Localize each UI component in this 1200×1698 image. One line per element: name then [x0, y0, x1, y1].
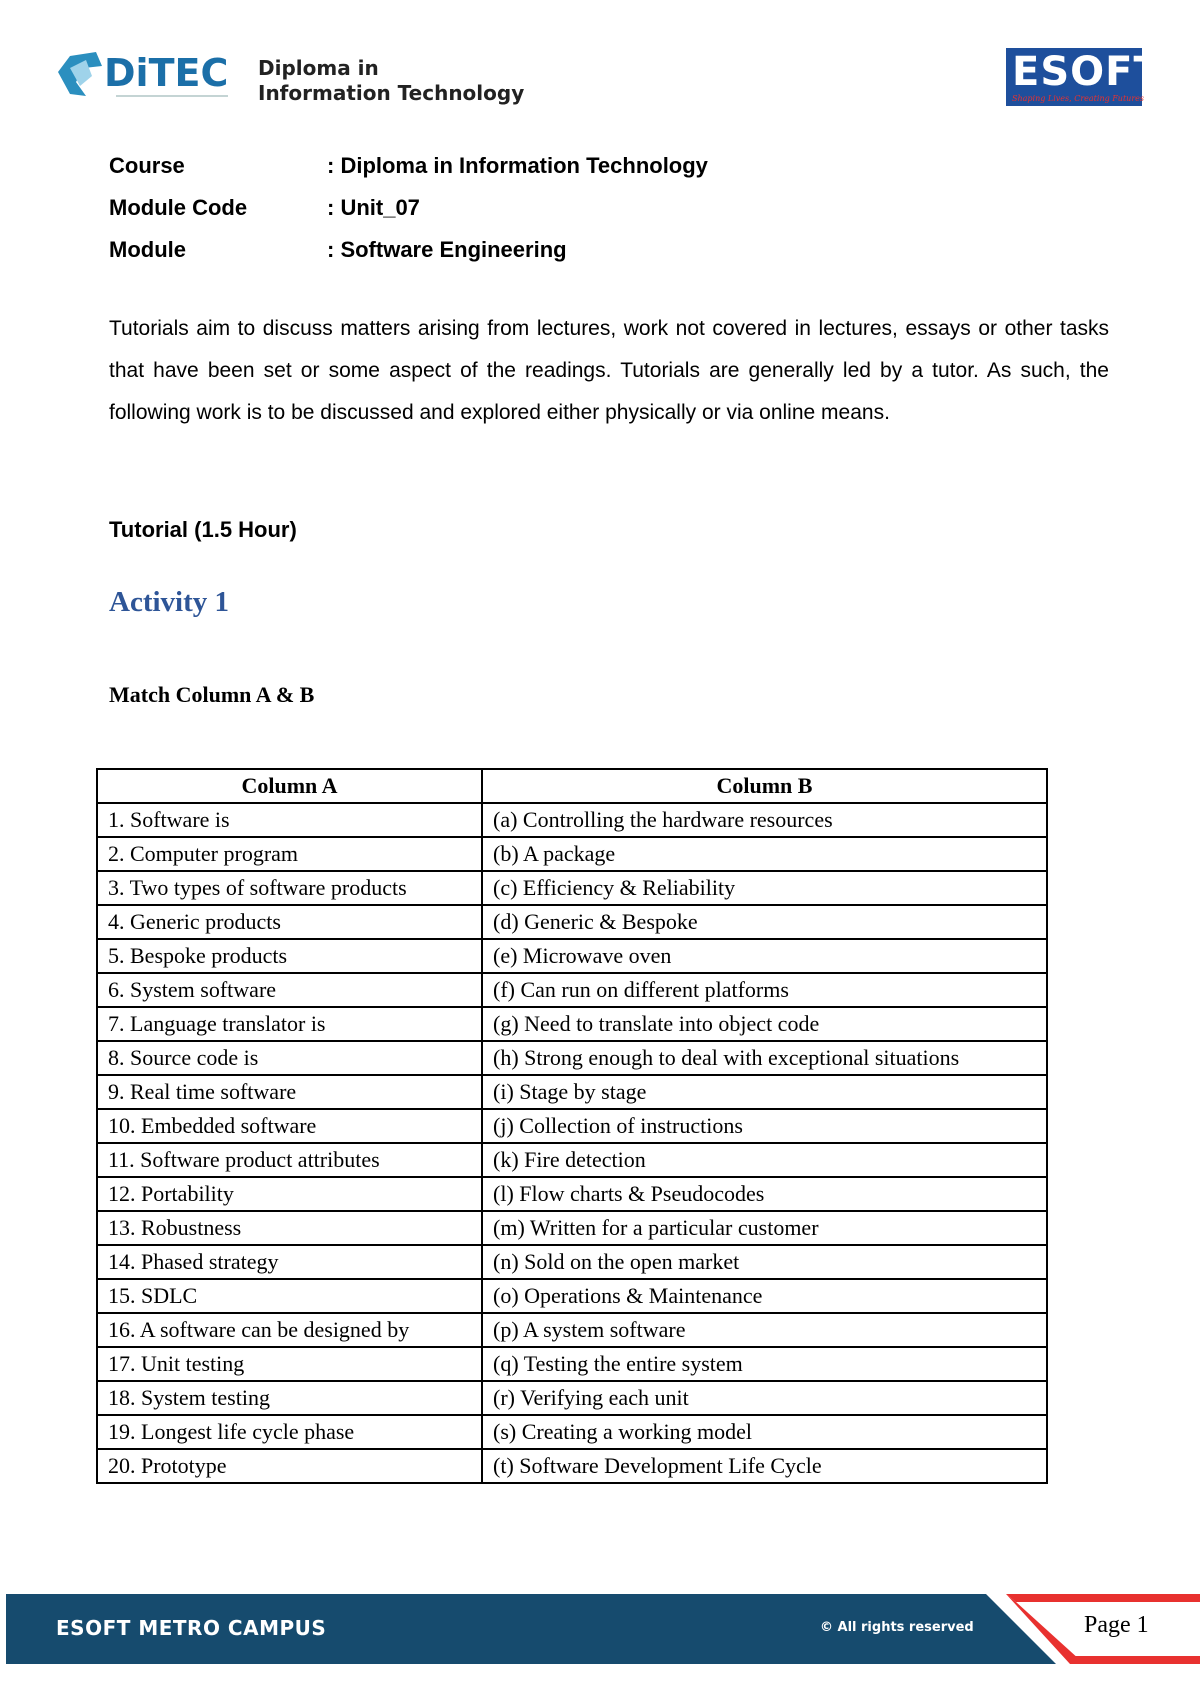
- column-b-cell: (k) Fire detection: [482, 1143, 1047, 1177]
- column-a-cell: 5. Bespoke products: [97, 939, 482, 973]
- column-a-cell: 20. Prototype: [97, 1449, 482, 1483]
- column-a-cell: 3. Two types of software products: [97, 871, 482, 905]
- table-row: [97, 1075, 1047, 1109]
- course-value: : Diploma in Information Technology: [327, 153, 708, 178]
- column-b-cell: (i) Stage by stage: [482, 1075, 1047, 1109]
- column-b-header: Column B: [482, 769, 1047, 803]
- page-footer: [0, 1594, 1200, 1664]
- table-row: [97, 1007, 1047, 1041]
- match-instruction: Match Column A & B: [109, 682, 315, 707]
- module-code-row: [109, 187, 708, 229]
- match-table: [96, 768, 1048, 1484]
- table-row: [97, 1449, 1047, 1483]
- table-row: [97, 1279, 1047, 1313]
- column-a-cell: 7. Language translator is: [97, 1007, 482, 1041]
- column-b-cell: (m) Written for a particular customer: [482, 1211, 1047, 1245]
- column-b-cell: (e) Microwave oven: [482, 939, 1047, 973]
- column-a-header: Column A: [97, 769, 482, 803]
- column-b-cell: (b) A package: [482, 837, 1047, 871]
- table-header-row: [97, 769, 1047, 803]
- column-a-cell: 9. Real time software: [97, 1075, 482, 1109]
- esoft-logo-text: ESOFT: [1012, 49, 1162, 95]
- program-title-line2: Information Technology: [258, 81, 525, 105]
- course-info: [109, 145, 708, 271]
- column-a-cell: 13. Robustness: [97, 1211, 482, 1245]
- esoft-logo: [1006, 48, 1162, 106]
- column-b-cell: (a) Controlling the hardware resources: [482, 803, 1047, 837]
- page-number: Page 1: [1084, 1612, 1149, 1638]
- program-title: [258, 56, 524, 106]
- table-row: [97, 1109, 1047, 1143]
- column-b-cell: (c) Efficiency & Reliability: [482, 871, 1047, 905]
- column-a-cell: 19. Longest life cycle phase: [97, 1415, 482, 1449]
- column-b-cell: (l) Flow charts & Pseudocodes: [482, 1177, 1047, 1211]
- table-row: [97, 1245, 1047, 1279]
- ditec-logo-text: DiTEC: [104, 51, 229, 95]
- table-row: [97, 803, 1047, 837]
- course-label: Course: [109, 153, 185, 178]
- column-a-cell: 4. Generic products: [97, 905, 482, 939]
- table-row: [97, 837, 1047, 871]
- table-row: [97, 1415, 1047, 1449]
- esoft-tagline: Shaping Lives, Creating Futures: [1012, 94, 1144, 103]
- column-a-cell: 14. Phased strategy: [97, 1245, 482, 1279]
- column-b-cell: (f) Can run on different platforms: [482, 973, 1047, 1007]
- module-label: Module: [109, 237, 186, 262]
- table-row: [97, 973, 1047, 1007]
- column-b-cell: (j) Collection of instructions: [482, 1109, 1047, 1143]
- column-a-cell: 1. Software is: [97, 803, 482, 837]
- column-b-cell: (t) Software Development Life Cycle: [482, 1449, 1047, 1483]
- program-title-line1: Diploma in: [258, 56, 379, 80]
- table-row: [97, 939, 1047, 973]
- activity-heading: Activity 1: [109, 586, 229, 618]
- table-row: [97, 1143, 1047, 1177]
- table-row: [97, 1347, 1047, 1381]
- module-value: : Software Engineering: [327, 237, 567, 262]
- column-a-cell: 10. Embedded software: [97, 1109, 482, 1143]
- table-row: [97, 1211, 1047, 1245]
- column-a-cell: 18. System testing: [97, 1381, 482, 1415]
- column-b-cell: (p) A system software: [482, 1313, 1047, 1347]
- column-b-cell: (n) Sold on the open market: [482, 1245, 1047, 1279]
- column-b-cell: (o) Operations & Maintenance: [482, 1279, 1047, 1313]
- column-b-cell: (s) Creating a working model: [482, 1415, 1047, 1449]
- column-a-cell: 17. Unit testing: [97, 1347, 482, 1381]
- footer-campus: ESOFT METRO CAMPUS: [56, 1616, 327, 1640]
- column-b-cell: (g) Need to translate into object code: [482, 1007, 1047, 1041]
- column-a-cell: 8. Source code is: [97, 1041, 482, 1075]
- intro-paragraph: Tutorials aim to discuss matters arising from lectures, work not covered in lectures, essays or other tasks that have been set or some aspect of the readings. Tutorials are generally led by a tutor. As such, the following work is to be discussed and explored either physically or via online means.: [109, 317, 1109, 424]
- column-a-cell: 16. A software can be designed by: [97, 1313, 482, 1347]
- column-a-cell: 6. System software: [97, 973, 482, 1007]
- column-b-cell: (h) Strong enough to deal with exceptional situations: [482, 1041, 1047, 1075]
- column-b-cell: (d) Generic & Bespoke: [482, 905, 1047, 939]
- table-row: [97, 871, 1047, 905]
- table-row: [97, 905, 1047, 939]
- footer-rights: © All rights reserved: [820, 1620, 974, 1635]
- module-code-value: : Unit_07: [327, 195, 420, 220]
- module-row: [109, 229, 708, 271]
- table-row: [97, 1313, 1047, 1347]
- ditec-logo: [56, 46, 231, 110]
- column-b-cell: (q) Testing the entire system: [482, 1347, 1047, 1381]
- tutorial-title: Tutorial (1.5 Hour): [109, 517, 297, 542]
- course-row: [109, 145, 708, 187]
- column-a-cell: 12. Portability: [97, 1177, 482, 1211]
- module-code-label: Module Code: [109, 195, 248, 220]
- table-row: [97, 1381, 1047, 1415]
- column-a-cell: 15. SDLC: [97, 1279, 482, 1313]
- column-b-cell: (r) Verifying each unit: [482, 1381, 1047, 1415]
- column-a-cell: 2. Computer program: [97, 837, 482, 871]
- column-a-cell: 11. Software product attributes: [97, 1143, 482, 1177]
- table-row: [97, 1177, 1047, 1211]
- table-row: [97, 1041, 1047, 1075]
